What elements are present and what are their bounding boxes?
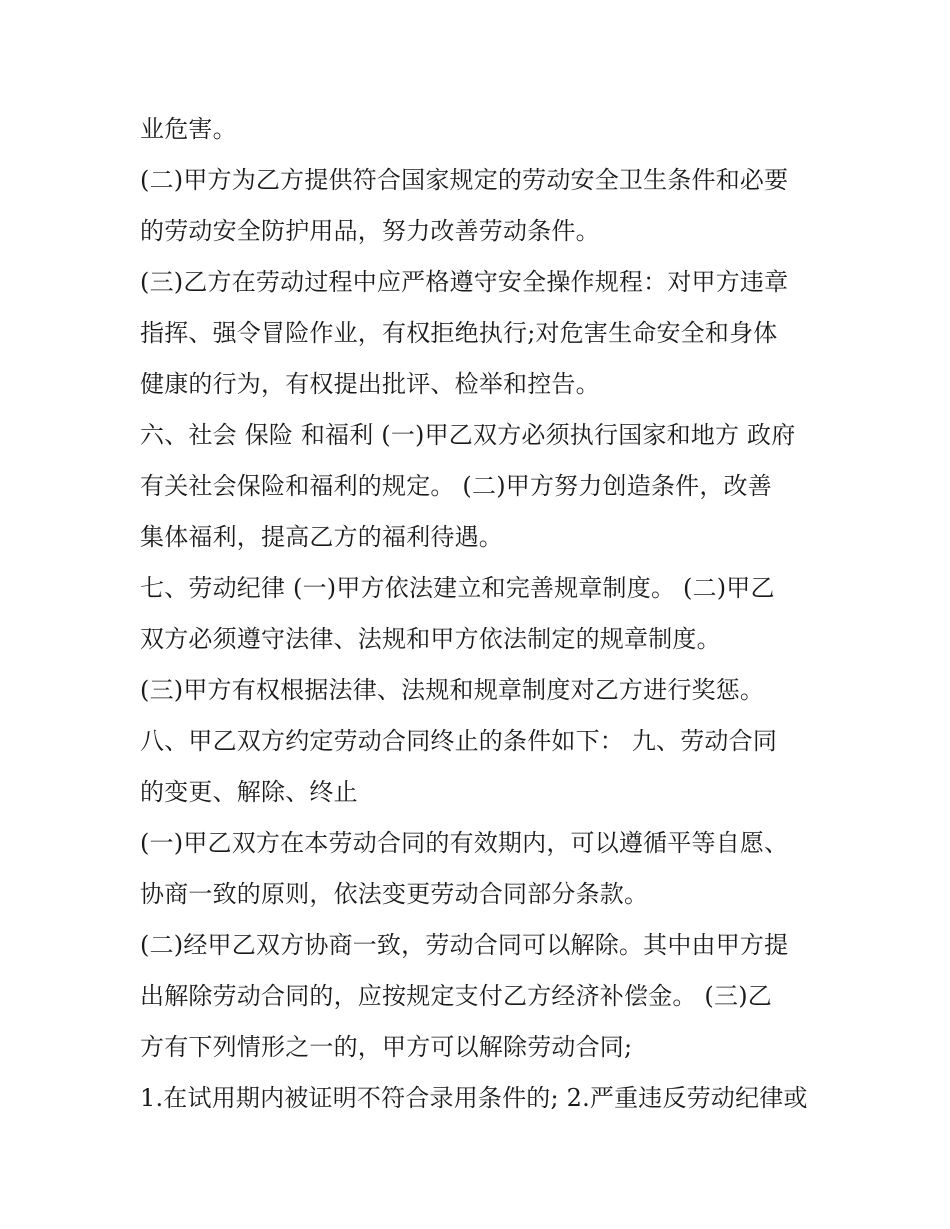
text-line: 八、甲乙双方约定劳动合同终止的条件如下： 九、劳动合同 bbox=[140, 727, 778, 755]
text-line: (三)甲方有权根据法律、法规和规章制度对乙方进行奖惩。 bbox=[140, 676, 765, 704]
text-line: 1.在试用期内被证明不符合录用条件的; 2.严重违反劳动纪律或 bbox=[140, 1084, 808, 1112]
text-line: (一)甲乙双方在本劳动合同的有效期内，可以遵循平等自愿、 bbox=[140, 829, 789, 857]
document-body bbox=[140, 104, 820, 1124]
text-line: 七、劳动纪律 (一)甲方依法建立和完善规章制度。 (二)甲乙 bbox=[140, 574, 775, 602]
text-line: 双方必须遵守法律、法规和甲方依法制定的规章制度。 bbox=[140, 625, 721, 653]
text-line: 协商一致的原则，依法变更劳动合同部分条款。 bbox=[140, 880, 649, 908]
text-line: 集体福利，提高乙方的福利待遇。 bbox=[140, 523, 503, 551]
text-line: 指挥、强令冒险作业，有权拒绝执行;对危害生命安全和身体 bbox=[140, 319, 778, 347]
text-line: 的劳动安全防护用品，努力改善劳动条件。 bbox=[140, 217, 600, 245]
text-line: 健康的行为，有权提出批评、检举和控告。 bbox=[140, 370, 600, 398]
text-line: 有关社会保险和福利的规定。 (二)甲方努力创造条件，改善 bbox=[140, 472, 772, 500]
text-line: 六、社会 保险 和福利 (一)甲乙双方必须执行国家和地方 政府 bbox=[140, 421, 796, 449]
text-line: 出解除劳动合同的，应按规定支付乙方经济补偿金。 (三)乙 bbox=[140, 982, 772, 1010]
text-line: 的变更、解除、终止 bbox=[140, 778, 358, 806]
text-line: 方有下列情形之一的，甲方可以解除劳动合同; bbox=[140, 1033, 633, 1061]
text-line: (二)经甲乙双方协商一致，劳动合同可以解除。其中由甲方提 bbox=[140, 931, 789, 959]
text-line: 业危害。 bbox=[140, 115, 237, 143]
text-line: (三)乙方在劳动过程中应严格遵守安全操作规程：对甲方违章 bbox=[140, 268, 789, 296]
text-line: (二)甲方为乙方提供符合国家规定的劳动安全卫生条件和必要 bbox=[140, 166, 789, 194]
